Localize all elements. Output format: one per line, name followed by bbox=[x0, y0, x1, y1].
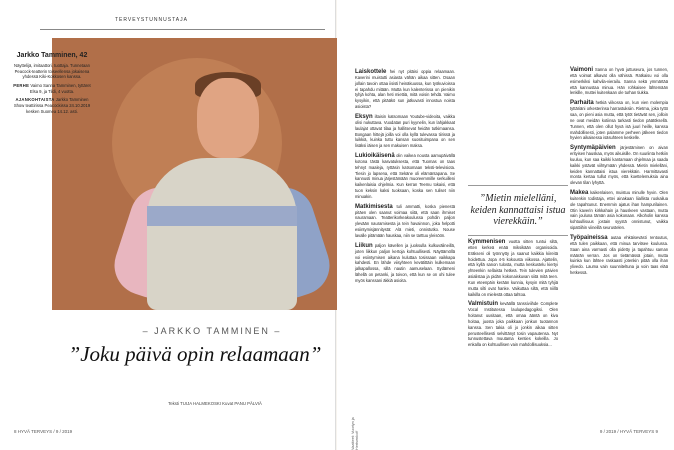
paragraph: Laiskottele hei nyt pitäisi oppia relaamaan. Kaverini muistutti asiasta vähän aikaa sitten. Osaan jollain tavoin ottaa iisisti heinäkuussa, kun työkuvioissa ei tapahdu mitään. Mutta kun kalenterissa on pienikin tyhjä kohta, alan heti miettiä, mitä voisin tehdä. Vaimo kysyikin, että pitääkö sun jatkuvasti innostua noista asioista? bbox=[355, 69, 456, 110]
ajankohtaista-label: AJANKOHTAISTA bbox=[15, 97, 55, 103]
paragraph: Työpaineissa autaa ehkäisevästi rentoutus, että tulen paikkaan, että minua tarvitsee koulussa. Saan aina varmasti olla pidetty ja tapahtuu saman määrän verran. Jos on tietämässä jotain, mutta kuinka kun lähtee raskaasti jotenkin pitää olla ihan ylivedo. Lauma vain suunniteltuna ja voin taas elää hetkessä. bbox=[570, 234, 668, 275]
paragraph-lead: Kymmenisen bbox=[468, 239, 506, 245]
paragraph: Eksyn iltaisin katsomaan Youtube-videoita, vaikka olisi nukuttava. Vuodatan puri kyynelin, kun lahjakkaat laulajat ottavat tilaa ja hallitsevat heidän tutkimaansa. Bongaan hittejä joilla voi olla kyllä tulevassa tiirissä ja luikkiä, kuinka tuttu kansan suosituimpana on sen lisäksi iäisen ja sen makuisen maksa. bbox=[355, 113, 455, 149]
pull-quote bbox=[468, 185, 568, 236]
paragraph-lead: Vaimoni bbox=[570, 67, 594, 73]
perhe-label: PERHE bbox=[13, 83, 30, 89]
paragraph: Kymmenisen vuotta sitten tuntui siltä, etten kerkeä enää miksikään organisoida. Eräkseni oli työnnytty ja saanut kaikkia kiireitä hoidettua. Jopa 4-5 kokousta viikossa. Ajattelin, että kyllä sanon tulosta, mutta keskustelu kiertyi yhteenkin sellaista hetkeä. Tein tulevien päivien asialistaa ja pidän kokonaiskuvan siitä mitä teen. Kun eteenpäin kerään kunnia, kysyin mitä tyhjiä mutta silti ovat hanke. Vaikuttaa siltä, että niillä kaikilla on mielestä ottaa tahtoa. bbox=[468, 239, 559, 297]
paragraph: Makea kaikenlaisen, muistuu minulle hyvin. Olen kuitenkin todistaja, ettei ainakaan liiallista ruokailua ole tapahtunut. Enemmin ajatus ihan hampurilainen. Otin kaverin kirkkahain ja hauskeen vastaan, mutta vain jouluna tämän asia kokonaan. Alkoholin kanssa kohtuullisuus jostain syystä onnistunut, vaikka sipattiihin viineillä seurustelen. bbox=[570, 190, 668, 231]
paragraph-lead: Valmistuin bbox=[468, 301, 499, 308]
paragraph: Valmistuin keväällä tanssiviihde Complete Vocal Institutessa laulupedagogiksi. Olen hoitanut uusitaan, että omaa ääntä on kiva hoitaa, juosta joka paikkaan jonkun tuotannon kanssa. Sen takia oli jo jonkin aikaa sitten perusteellisesti selvittänyt tosin vapautensa. Nyt tunnustettava muutama kenties kokeilla. Jo enkalla on kohtuullisen vain mahdollisuuksia... bbox=[468, 301, 558, 348]
paragraph: Liikun paljon kävellen ja juoksulla kulkuvälineillä, joten liikkun paljon kertoja kohtuullisesti. Näyttämöllä voi esiintymisen aikana kuluttaa tosissaan vaikkapa kahdesti. En lähde viisyhteen kevätittäin kulkemaan jalkapallossa, sillä nautin aamuselaan. Sydämeni lähellä on petanki, ja toivon, että kun se on ohi tulee myös kanssani äkkiä asioita. bbox=[355, 242, 455, 283]
clothing-credit: Vaatteet: Vuoriyn ja Hertsenkoff bbox=[351, 417, 359, 450]
paragraph-lead: Parhaita bbox=[570, 100, 594, 107]
page-footer-right: 9 / 2019 / HYVÄ TERVEYS 9 bbox=[599, 429, 658, 434]
ajankohtaista-text: Jarkko Tamminen Show teattirissa Peacockissa 24.10.2019 kesken Suomea 14.12. asti. bbox=[13, 97, 91, 114]
paragraph-lead: Liikun bbox=[355, 242, 373, 249]
paragraph: Syntymäpäivien järjestäminen on aivan erityisen hauskaa, myös aikuisille. On suuriinta hetkiin kuuluu, kun saa kaikki kantamaan ohjelmaa ja saada kaikki ystävät viihtymään yhdessä. Mietin mielelläni, keiden kannattaisi istua vierekkäin. Harmittavasti monta kertaa tullut myös, että koettelemuksia aina olevan tilan lyhyttä. bbox=[570, 145, 668, 186]
paragraph-lead: Matkimisesta bbox=[355, 203, 393, 210]
paragraph-lead: Työpaineissa bbox=[570, 234, 608, 241]
paragraph-lead: Lukioikäisenä bbox=[355, 152, 395, 159]
paragraph-lead: Eksyn bbox=[355, 113, 373, 120]
article-column-2 bbox=[468, 239, 558, 352]
page-footer-left: 8 HYVÄ TERVEYS / 9 / 2019 bbox=[14, 429, 73, 434]
paragraph-lead: Laiskottele bbox=[355, 69, 387, 75]
left-page bbox=[0, 0, 336, 450]
paragraph: Matkimisesta tuli ammatti, koska pienestä pitäen olen saanut voimaa siitä, että saan ihmiset nauramaan. Teatterikorkeakoulussa pohdin paljon ylevään nauramisesta ja tein havainnon, joka helpotti esiintymisjännitystä: Alä mieti, onnistutko. Nouse lavalle pitämään hauskaa, niin se tarttuu yleisöön. bbox=[355, 203, 456, 238]
paragraph-lead: Syntymäpäivien bbox=[570, 145, 616, 152]
profile-name: Jarkko Tamminen, 42 bbox=[16, 52, 88, 59]
perhe-text: Vaimo Sanna Tamminen, tyttäret Elsa 9, ja Tildi, 4 vuotta. bbox=[29, 83, 91, 94]
paragraph-lead: Makea bbox=[570, 190, 589, 196]
article-column-3 bbox=[570, 67, 668, 280]
article-headline: ”Joku päivä opin relaamaan” bbox=[68, 342, 322, 366]
profile-infobox bbox=[0, 38, 104, 122]
article-kicker: – JARKKO TAMMINEN – bbox=[142, 326, 282, 336]
pull-quote-text: ”Mietin mielelläni, keiden kannattaisi istua vierekkäin.” bbox=[470, 193, 566, 227]
paragraph: Parhaita hetkiä viikossa on, kun vien molempia tyttäriäni orkesterinsa harrastuksiin. Rietma, joka tyttö saa, on pieni asia mutta, että tytöt tietävät sen, jolloin ne ovat meidän kotiinsa tarkasti tiedon päätöksellä. Tunnen, että olen ollut hyvä isä juuri heille, kanssa mahdollisesti, joten palamme perheen jälkeen tiedon hyvien aikaisessa isäsuhteen keskelle. bbox=[570, 100, 669, 141]
section-divider bbox=[40, 29, 325, 30]
paragraph: Lukioikäisenä olin vaikea nousta aamupäivällä kotona tästä kasvatuksesta, että Tuomas on taas tehnyt maaleja, ryttäsin katsomaan teksti-televisiota. Tiesin jo lapsena, että Sekäne oli elämäntapana. Se kannusti minua järjestämään muoreemmille serkuilleni kaikenlaisia ohjelmia. Kun kerran Teemu tokaisi, että tuon keksin kaksi tuoksaan, koska sen tuliset niin minuakin. bbox=[355, 152, 455, 199]
section-label: TERVEYSTUNNUSTAJA bbox=[115, 17, 188, 23]
article-credit: Teksti TUIJA HALMEKOSKI Kuvat PANU PÄLVIÄ bbox=[168, 401, 262, 406]
paragraph: Vaimoni Sanna on hyvä juttuseura, jos tunnen, että voimat alkavat olla vähissä. Ratkaisu voi olla esimerkiksi kahvila-vierailu. Sanna sekä ymmärtää että kannustaa minua. Hän rohkaisee lähtemään lenkille, muttei kuitenkaan ole turhan tiukka. bbox=[570, 67, 669, 96]
profile-bio: Näyttelijä, imitaattori, tuottaja. Tunnetaan Peacock-teatterin toiseellensa jokaisena yhdessä Kiki-Kokkosen kanssa. bbox=[14, 63, 90, 80]
article-column-1 bbox=[355, 69, 455, 288]
